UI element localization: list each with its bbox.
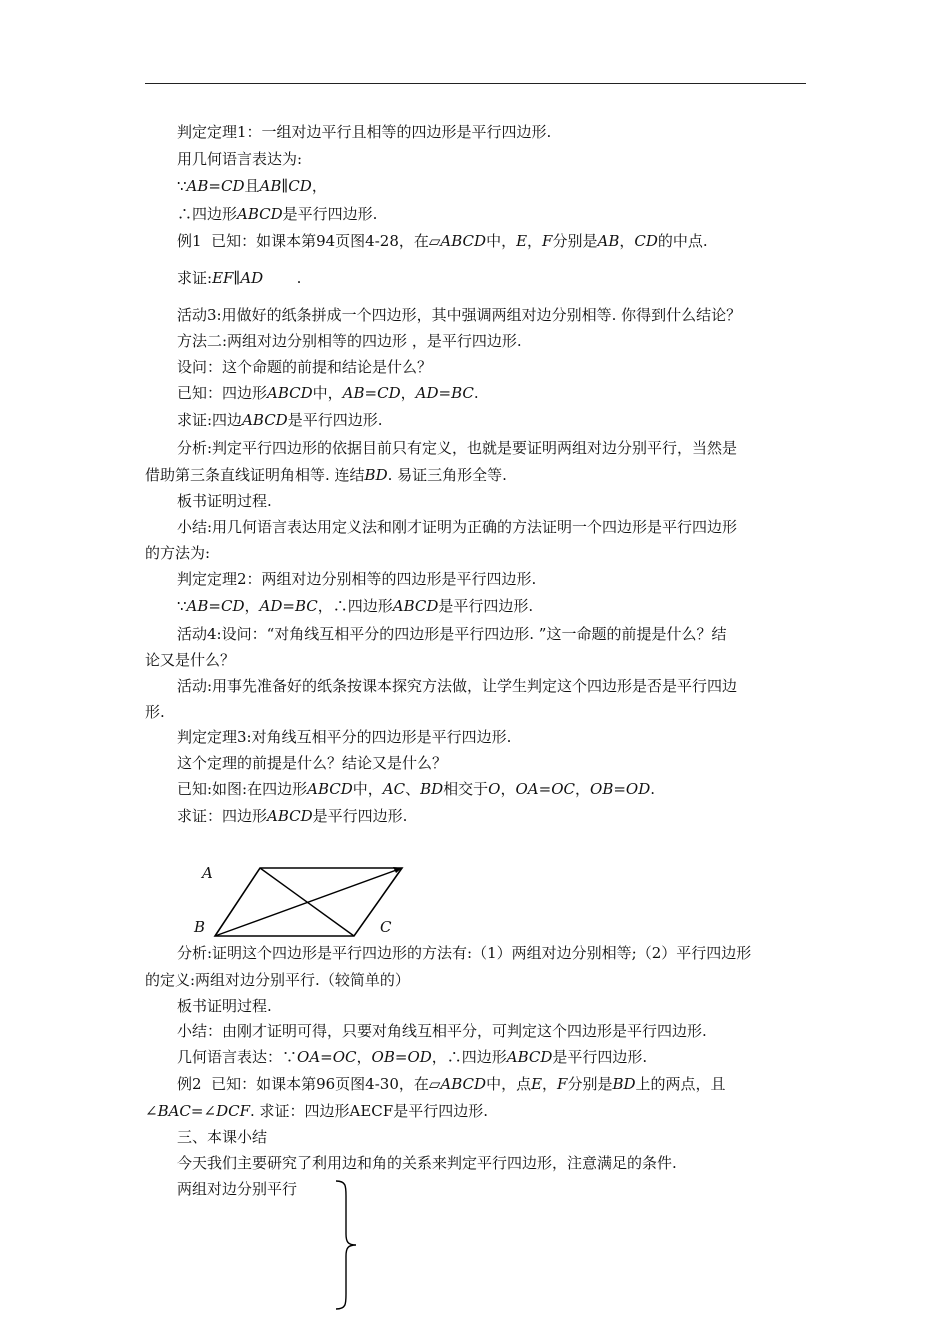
analysis3-board: 板书证明过程. (177, 997, 272, 1015)
parallelogram-figure (190, 858, 420, 943)
theorem3-statement: 判定定理3:对角线互相平分的四边形是平行四边形. (177, 728, 512, 746)
header-rule (145, 83, 806, 84)
parallelogram-symbol: ▱ (428, 232, 441, 250)
example2-text-1: 例2 已知：如课本第96页图4-30，在▱ABCD中，点E，F分别是BD上的两点，且 (177, 1075, 726, 1093)
label-a: A (202, 864, 213, 882)
example1-prove: 求证:EF∥AD . (177, 269, 302, 287)
activity3-analysis-1: 分析:判定平行四边形的依据目前只有定义，也就是要证明两组对边分别平行，当然是 (177, 439, 738, 457)
activity4-text-1: 活动4:设问：“对角线互相平分的四边形是平行四边形. ”这一命题的前提是什么？结 (177, 625, 727, 643)
activity4-act-2: 形. (145, 703, 165, 721)
activity3-analysis-2: 借助第三条直线证明角相等. 连结BD. 易证三角形全等. (145, 466, 507, 484)
analysis3-summary: 小结：由刚才证明可得，只要对角线互相平分，可判定这个四边形是平行四边形. (177, 1022, 707, 1040)
analysis3-text-2: 的定义:两组对边分别平行.（较简单的） (145, 971, 410, 989)
example1-text: 例1 已知：如课本第94页图4-28，在▱ABCD中，E，F分别是AB，CD的中点. (177, 232, 708, 250)
theorem2-geo: ∵AB=CD，AD=BC，∴四边形ABCD是平行四边形. (177, 597, 534, 615)
activity4-act-1: 活动:用事先准备好的纸条按课本探究方法做，让学生判定这个四边形是否是平行四边 (177, 677, 738, 695)
analysis3-text-1: 分析:证明这个四边形是平行四边形的方法有:（1）两组对边分别相等;（2）平行四边形 (177, 944, 752, 962)
summary-text: 今天我们主要研究了利用边和角的关系来判定平行四边形，注意满足的条件. (177, 1154, 677, 1172)
example2-text-2: ∠BAC=∠DCF. 求证：四边形AECF是平行四边形. (145, 1102, 488, 1120)
theorem1-given: ∵AB=CD且AB∥CD， (177, 177, 327, 195)
theorem3-question: 这个定理的前提是什么？结论又是什么？ (177, 754, 448, 772)
label-b: B (194, 918, 206, 936)
theorem2-statement: 判定定理2：两组对边分别相等的四边形是平行四边形. (177, 570, 537, 588)
activity3-known: 已知：四边形ABCD中，AB=CD，AD=BC. (177, 384, 479, 402)
theorem1-statement: 判定定理1：一组对边平行且相等的四边形是平行四边形. (177, 123, 552, 141)
theorem1-conclusion: ∴四边形ABCD是平行四边形. (177, 205, 378, 223)
theorem1-geo-lang: 用几何语言表达为: (177, 150, 303, 168)
analysis3-geo: 几何语言表达：∵OA=OC，OB=OD，∴四边形ABCD是平行四边形. (177, 1048, 648, 1066)
parallelogram-symbol: ▱ (428, 1075, 441, 1093)
theorem3-prove: 求证：四边形ABCD是平行四边形. (177, 807, 408, 825)
activity3-method2: 方法二:两组对边分别相等的四边形 ，是平行四边形. (177, 332, 522, 350)
activity3-board: 板书证明过程. (177, 492, 272, 510)
theorem3-known: 已知:如图:在四边形ABCD中，AC、BD相交于O，OA=OC，OB=OD. (177, 780, 656, 798)
activity3-question: 设问：这个命题的前提和结论是什么？ (177, 358, 433, 376)
label-c: C (380, 918, 392, 936)
activity3-prove: 求证:四边ABCD是平行四边形. (177, 411, 383, 429)
diagonal-bd (215, 868, 402, 936)
activity4-text-2: 论又是什么？ (145, 651, 236, 669)
summary-heading: 三、本课小结 (177, 1128, 268, 1146)
activity3-summary-1: 小结:用几何语言表达用定义法和刚才证明为正确的方法证明一个四边形是平行四边形 (177, 518, 738, 536)
right-brace (332, 1178, 362, 1313)
summary-item-1: 两组对边分别平行 (177, 1180, 298, 1198)
activity3-summary-2: 的方法为: (145, 544, 211, 562)
activity3-text: 活动3:用做好的纸条拼成一个四边形，其中强调两组对边分别相等. 你得到什么结论？ (177, 306, 742, 324)
